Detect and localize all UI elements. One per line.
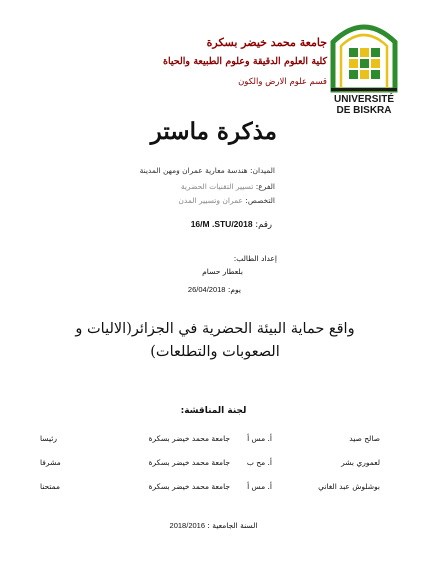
member-role: مشرفا [40,458,61,467]
field-label: الميدان: [249,166,275,175]
field-value: هندسة معارية عمران ومهن المدينة [139,166,248,175]
committee-member-row [40,434,380,448]
member-name: بوشلوش عبد الغاني [318,482,380,491]
academic-year-line [0,521,427,530]
university-logo [325,16,403,116]
member-name: صالح صيد [349,434,380,443]
reference-line [191,219,272,230]
prepared-by-label: إعداد الطالب: [233,254,277,263]
member-rank: أ. مح ب [246,458,272,467]
specialty-label: التخصص: [245,196,275,205]
reference-label: رقم: [255,220,272,230]
logo-text-line2: DE BISKRA [336,105,392,116]
committee-member-row [40,458,380,472]
member-role: رئيسا [40,434,57,443]
date-value: 26/04/2018 [187,285,226,294]
university-name: جامعة محمد خيضر بسكرة [206,36,327,49]
member-university: جامعة محمد خيضر بسكرة [148,482,230,491]
member-name: لعموري بشر [341,458,380,467]
logo-text-line1: UNIVERSITÉ [333,94,395,105]
academic-year-value: 2018/2016 [169,521,205,530]
member-university: جامعة محمد خيضر بسكرة [148,434,230,443]
student-name: بلعطار حسام [202,267,243,276]
faculty-name: كلية العلوم الدقيقة وعلوم الطبيعة والحياة [163,56,327,67]
member-role: ممتحنا [40,482,61,491]
thesis-title-line1: واقع حماية البيئة الحضرية في الجزائر(الاليات و [75,321,355,337]
branch-line [181,182,275,191]
branch-value: تسيير التقنيات الحضرية [180,182,254,191]
specialty-line [178,196,275,205]
defense-date-line [188,285,241,294]
thesis-title [50,318,380,364]
thesis-title-line2: الصعوبات والتطلعات) [150,344,280,360]
department-name: قسم علوم الارض والكون [238,77,327,87]
document-type: مذكرة ماستر [150,118,277,145]
specialty-value: عمران وتسيير المدن [178,196,243,205]
member-university: جامعة محمد خيضر بسكرة [148,458,230,467]
field-line [140,166,275,175]
date-label: يوم: [227,285,241,294]
committee-member-row [40,482,380,496]
academic-year-label: السنة الجامعية : [207,521,258,530]
branch-label: الفرع: [255,182,275,191]
member-rank: أ. مس أ [247,482,272,491]
reference-number: 16/M .STU/2018 [190,219,253,229]
committee-title: لجنة المناقشة: [180,406,247,416]
member-rank: أ. مس أ [247,434,272,443]
logo-emblem-icon [325,16,403,116]
